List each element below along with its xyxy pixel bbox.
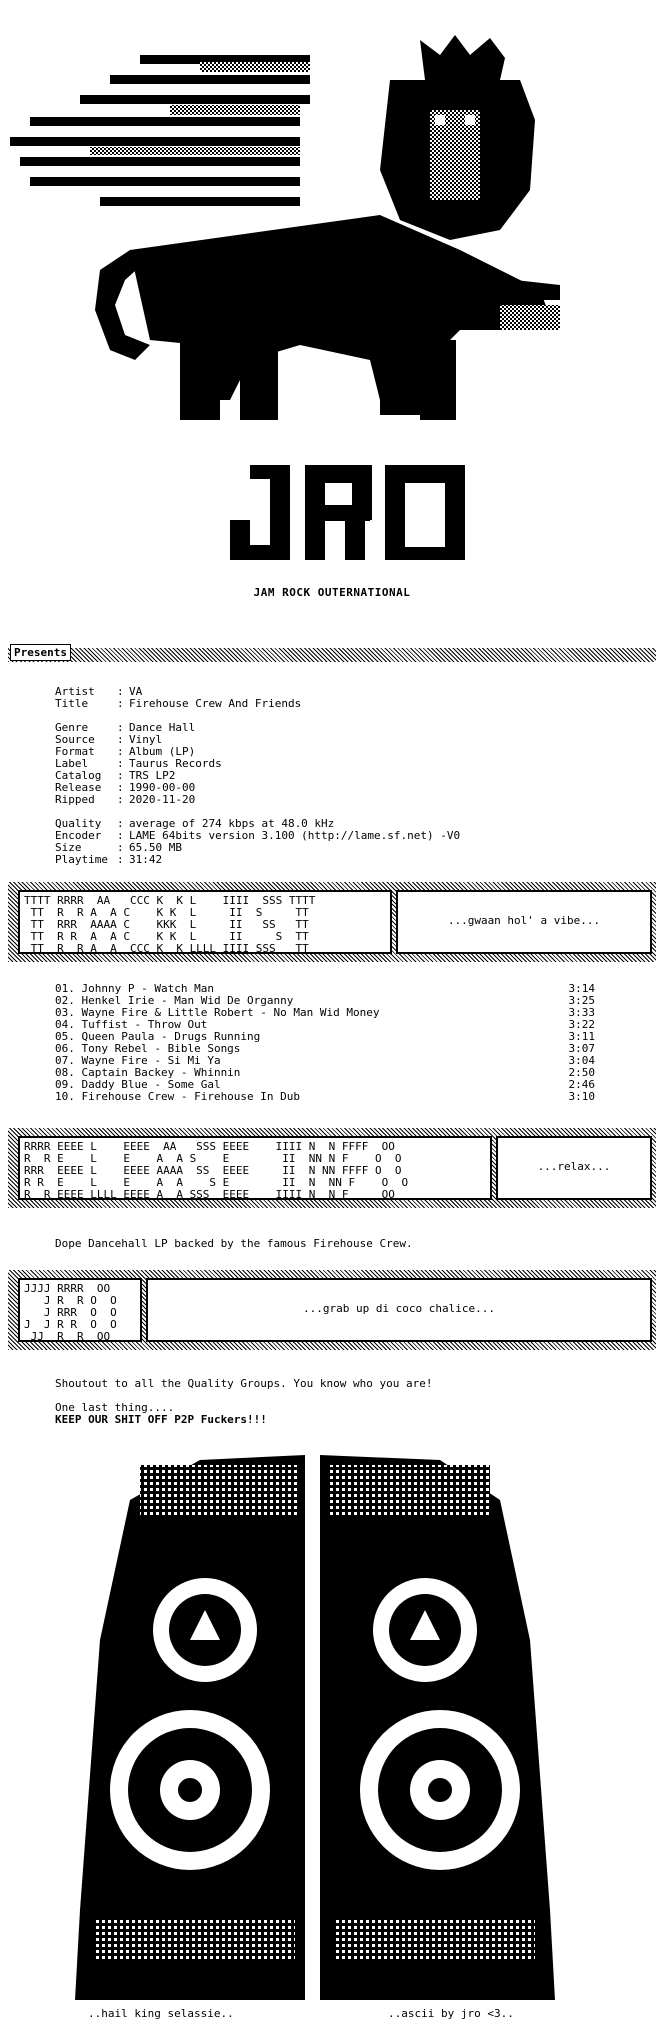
info-key: Playtime [55,853,108,866]
track-title: 10. Firehouse Crew - Firehouse In Dub [55,1090,301,1103]
track-time: 2:50 [568,1066,595,1079]
release-notes-slogan-box [496,1136,652,1200]
info-row [55,746,460,758]
info-value: 31:42 [129,853,163,866]
jro-banner [8,1270,656,1350]
info-key: Label [55,757,89,770]
info-value: VA [129,685,143,698]
tracklist-slogan-box [396,890,652,954]
info-key: Source [55,733,95,746]
info-key: Genre [55,721,89,734]
presents-label: Presents [10,644,71,661]
info-key: Title [55,697,89,710]
info-separator: : [117,829,124,842]
release-notes-banner [8,1128,656,1208]
track-title: 04. Tuffist - Throw Out [55,1018,208,1031]
track-time: 3:14 [568,982,595,995]
track-title: 06. Tony Rebel - Bible Songs [55,1042,241,1055]
info-value: 1990-00-00 [129,781,196,794]
divider-pattern [8,648,656,662]
last-thing-text: One last thing.... [55,1401,175,1414]
track-time: 3:07 [568,1042,595,1055]
info-spacer [55,710,460,722]
tracklist-slogan: ...gwaan hol' a vibe... [447,914,601,927]
track-row [55,1091,595,1103]
track-title: 05. Queen Paula - Drugs Running [55,1030,261,1043]
warning-text: KEEP OUR SHIT OFF P2P Fuckers!!! [55,1413,267,1426]
info-value: Dance Hall [129,721,196,734]
info-row [55,854,460,866]
track-title: 09. Daddy Blue - Some Gal [55,1078,221,1091]
info-key: Quality [55,817,102,830]
track-time: 3:11 [568,1030,595,1043]
info-separator: : [117,721,124,734]
track-title: 02. Henkel Irie - Man Wid De Organny [55,994,294,1007]
jro-ascii-art: JJJJ RRRR OO J R R O O J RRR O O J J R R O O JJ R R OO [24,1282,117,1343]
info-value: 65.50 MB [129,841,182,854]
info-value: Album (LP) [129,745,196,758]
track-title: 08. Captain Backey - Whinnin [55,1066,241,1079]
lion-icon [0,0,664,560]
info-value: average of 274 kbps at 48.0 kHz [129,817,335,830]
tracklist-ascii-art: TTTT RRRR AA CCC K K L IIII SSS TTTT TT R R A A C K K L II S TT TT RRR AAAA C KKK L II SS TT TT R R A A C K K L II S TT TT R R A A CCC K K LLLL IIII SSS TT [24,894,316,955]
track-title: 03. Wayne Fire & Little Robert - No Man Wid Money [55,1006,380,1019]
info-row [55,698,460,710]
info-key: Size [55,841,82,854]
track-time: 3:22 [568,1018,595,1031]
release-info [55,686,460,866]
release-notes-text: Dope Dancehall LP backed by the famous Firehouse Crew. [55,1237,413,1250]
info-separator: : [117,793,124,806]
info-separator: : [117,853,124,866]
info-key: Release [55,781,102,794]
info-row [55,758,460,770]
info-row [55,842,460,854]
release-notes-slogan: ...relax... [537,1160,611,1173]
info-row [55,794,460,806]
info-value: Vinyl [129,733,163,746]
info-separator: : [117,745,124,758]
info-key: Encoder [55,829,102,842]
jro-slogan-box [146,1278,652,1342]
jro-slogan: ...grab up di coco chalice... [302,1302,496,1315]
tracklist-ascii-box [18,890,392,954]
track-time: 3:33 [568,1006,595,1019]
lion-logo [0,0,664,560]
info-row [55,722,460,734]
info-row [55,830,460,842]
info-value: Taurus Records [129,757,222,770]
info-separator: : [117,733,124,746]
info-separator: : [117,781,124,794]
shoutout-text: Shoutout to all the Quality Groups. You know who you are! [55,1377,433,1390]
left-speaker-icon [75,1455,305,2000]
info-separator: : [117,685,124,698]
info-value: LAME 64bits version 3.100 (http://lame.sf.net) -V0 [129,829,461,842]
info-separator: : [117,697,124,710]
track-time: 3:25 [568,994,595,1007]
track-list [55,983,595,1103]
info-separator: : [117,757,124,770]
release-notes-ascii-box [18,1136,492,1200]
track-time: 2:46 [568,1078,595,1091]
info-separator: : [117,817,124,830]
info-separator: : [117,769,124,782]
footer-left-text: ..hail king selassie.. [88,2007,234,2020]
release-notes-ascii-art: RRRR EEEE L EEEE AA SSS EEEE IIII N N FFFF OO R R E L E A A S E II NN N F O O RRR EEEE L EEEE AAAA SS EEEE II N NN FFFF O O R R E L E A A S E II N NN F O O R R EEEE LLLL EEEE A A SSS EEEE IIII N N F OO [24,1140,409,1201]
right-speaker-icon [320,1455,555,2000]
site-subtitle: JAM ROCK OUTERNATIONAL [253,586,411,599]
footer-right-text: ..ascii by jro <3.. [388,2007,514,2020]
info-row [55,734,460,746]
info-separator: : [117,841,124,854]
info-key: Format [55,745,95,758]
info-row [55,782,460,794]
track-title: 07. Wayne Fire - Si Mi Ya [55,1054,221,1067]
tracklist-banner [8,882,656,962]
info-key: Artist [55,685,95,698]
jro-ascii-box [18,1278,142,1342]
info-key: Catalog [55,769,102,782]
info-row [55,770,460,782]
info-value: TRS LP2 [129,769,176,782]
track-title: 01. Johnny P - Watch Man [55,982,214,995]
track-time: 3:04 [568,1054,595,1067]
speakers-art [0,1440,664,2005]
info-value: 2020-11-20 [129,793,196,806]
track-time: 3:10 [568,1090,595,1103]
info-value: Firehouse Crew And Friends [129,697,302,710]
info-key: Ripped [55,793,95,806]
